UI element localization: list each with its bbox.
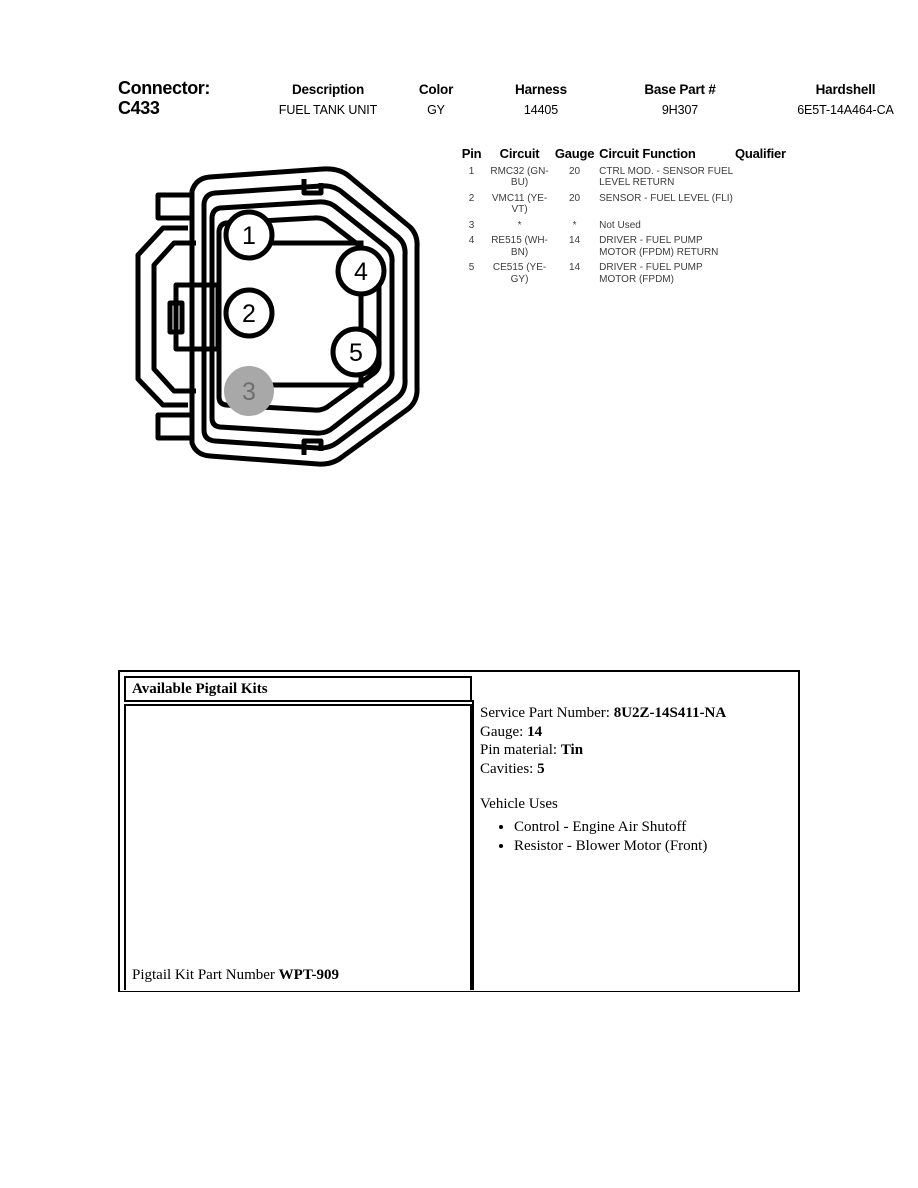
pin-table-header-qualifier: Qualifier [734, 146, 786, 161]
pin-qualifier [735, 192, 808, 219]
header-column-base-part [610, 80, 750, 120]
pin-marker-2 [226, 290, 272, 336]
pin-gauge: 14 [568, 235, 581, 246]
pin-gauge: 14 [568, 262, 581, 273]
pin-circuit: * [517, 219, 522, 231]
pin-function: Not Used [599, 219, 641, 231]
pin-qualifier [735, 234, 808, 261]
cavities-row [480, 760, 798, 779]
pin-table-header-circuit: Circuit [499, 146, 540, 161]
pin-material-row [480, 741, 798, 760]
pin-marker-4 [338, 248, 384, 294]
connector-svg [118, 155, 428, 475]
service-part-number-row [480, 704, 798, 723]
pigtail-kit-part-number [132, 966, 339, 984]
pin-4-label: 4 [354, 258, 368, 286]
pin-material-label: Pin material: [480, 742, 561, 758]
pigtail-kit-part-number-value: WPT-909 [278, 967, 339, 983]
color-title: Color [418, 82, 454, 97]
connector-header [118, 78, 894, 126]
pin-3-label: 3 [242, 378, 256, 406]
pin-function: CTRL MOD. - SENSOR FUEL LEVEL RETURN [599, 165, 733, 188]
pin-function: DRIVER - FUEL PUMP MOTOR (FPDM) [599, 262, 703, 285]
base-part-title: Base Part # [644, 82, 716, 97]
vehicle-uses-heading: Vehicle Uses [480, 796, 558, 812]
pin-circuit: RE515 (WH-BN) [491, 235, 548, 258]
pin-1-label: 1 [242, 222, 256, 250]
pigtail-kits-title: Available Pigtail Kits [124, 676, 472, 702]
service-part-number-value: 8U2Z-14S411-NA [613, 705, 727, 721]
pigtail-details-cell [472, 700, 798, 990]
harness-value: 14405 [523, 103, 559, 117]
table-row [458, 261, 808, 288]
pin-marker-5 [333, 329, 379, 375]
cavities-value: 5 [537, 760, 545, 777]
pin-marker-1 [226, 212, 272, 258]
harness-title: Harness [515, 82, 567, 97]
connector-id-block [118, 78, 248, 118]
connector-face-diagram [118, 155, 428, 475]
pin-number: 2 [468, 192, 475, 204]
pin-number: 4 [468, 235, 475, 246]
table-row [458, 192, 808, 219]
gauge-label: Gauge: [480, 723, 528, 740]
pigtail-kit-part-number-label: Pigtail Kit Part Number [132, 967, 279, 983]
pin-number: 5 [468, 262, 475, 273]
color-value: GY [427, 103, 445, 117]
table-row [458, 165, 808, 192]
hardshell-value: 6E5T-14A464-CA [797, 103, 894, 117]
hardshell-title: Hardshell [815, 82, 876, 97]
pin-qualifier [735, 165, 808, 192]
header-column-harness [486, 80, 596, 120]
pin-circuit: VMC11 (YE-VT) [491, 192, 548, 215]
pin-function: DRIVER - FUEL PUMP MOTOR (FPDM) RETURN [599, 235, 719, 258]
connector-label: Connector: [118, 78, 210, 98]
gauge-row [480, 723, 798, 742]
cavities-label: Cavities: [480, 760, 538, 777]
available-pigtail-kits-table [118, 670, 800, 992]
pin-table-header-row [458, 148, 808, 165]
header-column-hardshell [758, 80, 918, 120]
pin-qualifier [735, 261, 808, 288]
header-column-description [258, 80, 398, 120]
vehicle-uses-list [480, 818, 798, 856]
description-title: Description [291, 82, 365, 97]
pin-2-label: 2 [242, 300, 256, 328]
pin-number: 3 [468, 219, 475, 231]
pin-table-header-function: Circuit Function [599, 146, 696, 161]
pin-table-header-gauge: Gauge [554, 146, 595, 161]
table-row [458, 234, 808, 261]
pin-5-label: 5 [349, 339, 363, 367]
gauge-value: 14 [527, 723, 543, 740]
pin-circuit: RMC32 (GN-BU) [490, 165, 549, 188]
list-item: • Control - Engine Air Shutoff [514, 818, 798, 837]
pin-gauge: 20 [568, 165, 581, 177]
table-row [458, 219, 808, 235]
header-column-color [406, 80, 466, 120]
pin-assignment-table [458, 148, 808, 288]
pin-circuit: CE515 (YE-GY) [492, 262, 547, 285]
pin-table-header-pin: Pin [461, 146, 482, 161]
pigtail-left-column [124, 676, 472, 986]
service-part-number-label: Service Part Number: [480, 705, 614, 721]
pin-number: 1 [468, 165, 475, 177]
pin-qualifier [735, 219, 808, 235]
base-part-value: 9H307 [661, 103, 699, 117]
pin-material-value: Tin [560, 742, 584, 758]
connector-id: C433 [118, 98, 160, 118]
list-item: • Resistor - Blower Motor (Front) [514, 837, 798, 856]
pin-gauge: * [572, 219, 577, 231]
pin-gauge: 20 [568, 192, 581, 204]
pin-function: SENSOR - FUEL LEVEL (FLI) [599, 192, 733, 204]
pigtail-kit-image-cell [124, 704, 472, 990]
pin-marker-3 [224, 366, 274, 416]
description-value: FUEL TANK UNIT [278, 103, 378, 117]
